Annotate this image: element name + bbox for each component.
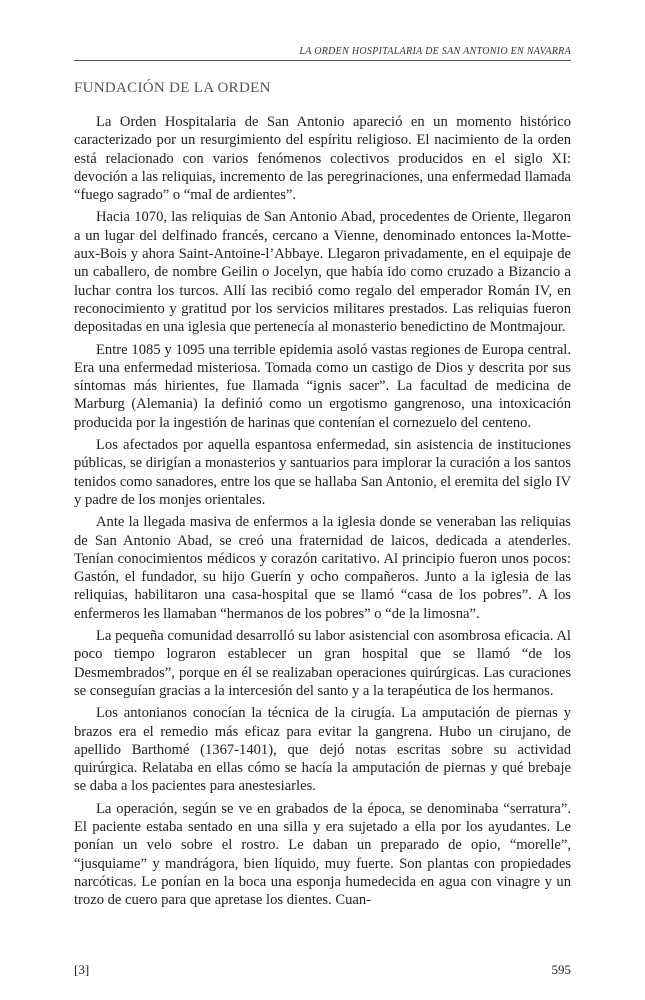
header-rule [74, 60, 571, 61]
page-marker: [3] [74, 962, 90, 977]
paragraph: Ante la llegada masiva de enfermos a la iglesia donde se veneraban las reliquias de San Antonio Abad, se creó una fraternidad de laicos, dedicada a atenderles. Tenían conocimientos médicos y corazón caritativo. Al principio fueron unos pocos: Gastón, el fundador, su hijo Guerín y ocho compañeros. Junto a la iglesia de las reliquias, habilitaron una casa-hospital que se llamó “casa de los pobres”. A los enfermeros les llamaban “hermanos de los pobres” o “de la limosna”. [74, 514, 571, 622]
paragraph: Hacia 1070, las reliquias de San Antonio Abad, procedentes de Oriente, llegaron a un lugar del delfinado francés, cercano a Vienne, denominado entonces la-Motte-aux-Bois y ahora Saint-Antoine-l’Abbaye. Llegaron privadamente, en el equipaje de un caballero, de nombre Geilin o Jocelyn, que había ido como cruzado a Bizancio a luchar contra los turcos. Allí las recibió como regalo del emperador Román IV, en reconocimiento y gratitud por los servicios militares prestados. Las reliquias fueron depositadas en una iglesia que pertenecía al monasterio benedictino de Montmajour. [74, 209, 571, 336]
body-text [74, 113, 571, 913]
running-head: LA ORDEN HOSPITALARIA DE SAN ANTONIO EN NAVARRA [299, 46, 571, 57]
paragraph: La operación, según se ve en grabados de la época, se denominaba “serratura”. El paciente estaba sentado en una silla y era sujetado a ella por los ayudantes. Le ponían un velo sobre el rostro. Le daban un preparado de opio, “morelle”, “jusquiame” y mandrágora, bien líquido, muy fuerte. Son plantas con propiedades narcóticas. Le ponían en la boca una esponja humedecida en agua con vinagre y un trozo de cuero para que apretase los dientes. Cuan- [74, 800, 571, 909]
paragraph: Los afectados por aquella espantosa enfermedad, sin asistencia de instituciones públicas, se dirigían a monasterios y santuarios para implorar la curación a los santos tenidos como sanadores, entre los que se hallaba San Antonio, el eremita del siglo IV y padre de los monjes orientales. [74, 437, 571, 508]
section-title: FUNDACIÓN DE LA ORDEN [74, 80, 271, 96]
paragraph: Entre 1085 y 1095 una terrible epidemia asoló vastas regiones de Europa central. Era una enfermedad misteriosa. Tomada como un castigo de Dios y descrita por sus síntomas más hirientes, fue llamada “ignis sacer”. La facultad de medicina de Marburg (Alemania) la definió como un ergotismo gangrenoso, una intoxicación producida por la ingestión de harinas que contenían el cornezuelo del centeno. [74, 341, 571, 431]
paragraph: La pequeña comunidad desarrolló su labor asistencial con asombrosa eficacia. Al poco tiempo lograron establecer un gran hospital que se llamó “de los Desmembrados”, porque en él se realizaban operaciones quirúrgicas. Las curaciones se conseguían gracias a la intercesión del santo y a la terapéutica de los hermanos. [74, 628, 571, 699]
paragraph: La Orden Hospitalaria de San Antonio apareció en un momento histórico caracterizado por un resurgimiento del espíritu religioso. El nacimiento de la orden está relacionado con varios fenómenos colectivos producidos en el siglo XI: devoción a las reliquias, incremento de las peregrinaciones, una enfermedad llamada “fuego sagrado” o “mal de ardientes”. [74, 114, 571, 204]
page-number: 595 [551, 962, 571, 977]
paragraph: Los antonianos conocían la técnica de la cirugía. La amputación de piernas y brazos era el remedio más eficaz para evitar la gangrena. Hubo un cirujano, de apellido Barthomé (1367-1401), que dejó notas escritas sobre su actividad quirúrgica. Relataba en ellas cómo se hacía la amputación de piernas y qué brebaje se daba a los pacientes para anestesiarles. [74, 705, 571, 795]
